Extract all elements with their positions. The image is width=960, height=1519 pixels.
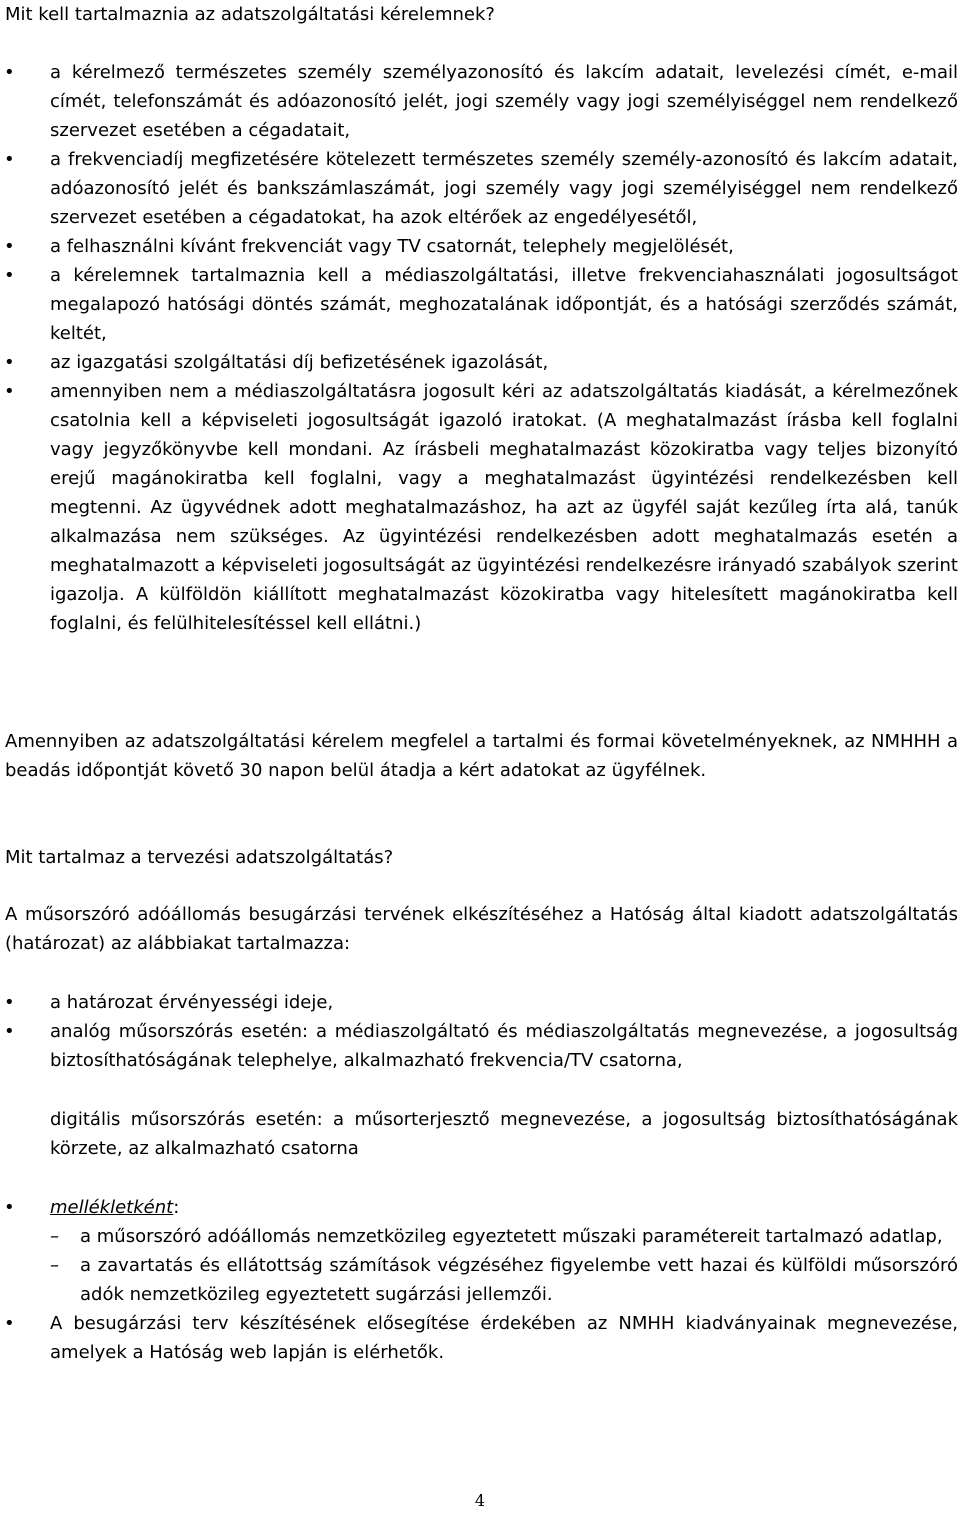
request-contents-list (0, 58, 958, 638)
attachments-colon: : (173, 1197, 180, 1218)
list-item: • analóg műsorszórás esetén: a médiaszolgáltató és médiaszolgáltatás megnevezése, a jogosultság biztosíthatóságának telephelye, alkalmazható frekvencia/TV csatorna, (0, 1017, 958, 1075)
list-item: • az igazgatási szolgáltatási díj befizetésének igazolását, (0, 348, 958, 377)
attachment-item: – a műsorszóró adóállomás nemzetközileg egyeztetett műszaki paramétereit tartalmazó adatlap, (50, 1222, 958, 1251)
section-heading-request-contents: Mit kell tartalmaznia az adatszolgáltatási kérelemnek? (5, 4, 495, 25)
attachments-label: mellékletként (50, 1197, 174, 1218)
list-item: • A besugárzási terv készítésének elősegítése érdekében az NMHH kiadványainak megnevezése, amelyek a Hatóság web lapján is elérhetők. (0, 1309, 958, 1367)
paragraph-fulfilment: Amennyiben az adatszolgáltatási kérelem megfelel a tartalmi és formai követelményeknek, az NMHHH a beadás időpontját követő 30 napon belül átadja a kért adatokat az ügyfélnek. (5, 731, 958, 781)
list-item-attachments (0, 1193, 958, 1309)
list-item: • a határozat érvényességi ideje, (0, 988, 958, 1017)
list-item: • amennyiben nem a médiaszolgáltatásra jogosult kéri az adatszolgáltatás kiadását, a kérelmezőnek csatolnia kell a képviseleti jogosultságát igazoló iratokat. (A meghatalmazást írásba kell foglalni vagy jegyzőkönyvbe kell mondani. Az írásbeli meghatalmazást közokiratba vagy teljes bizonyító erejű magánokiratba kell foglalni, vagy a meghatalmazást ügyintézési rendelkezésben kell megtenni. Az ügyvédnek adott meghatalmazáshoz, ha azt az ügyfél saját kezűleg írta alá, tanúk alkalmazása nem szükséges. Az ügyintézési rendelkezésben adott meghatalmazás esetén a meghatalmazott a képviseleti jogosultságát az ügyintézési rendelkezésre irányadó szabályok szerint igazolja. A külföldön kiállított meghatalmazást közokiratba vagy hitelesített magánokiratba kell foglalni, és felülhitelesítéssel kell ellátni.) (0, 377, 958, 638)
digital-broadcast-paragraph: digitális műsorszórás esetén: a műsorterjesztő megnevezése, a jogosultság biztosíthatóságának körzete, az alkalmazható csatorna (50, 1109, 958, 1159)
list-item: • a felhasználni kívánt frekvenciát vagy TV csatornát, telephely megjelölését, (0, 232, 958, 261)
section-heading-planning-data: Mit tartalmaz a tervezési adatszolgáltatás? (5, 847, 394, 868)
attachment-item: – a zavartatás és ellátottság számítások végzéséhez figyelembe vett hazai és külföldi műsorszóró adók nemzetközileg egyeztetett sugárzási jellemzői. (50, 1251, 958, 1309)
list-item: • a kérelemnek tartalmaznia kell a médiaszolgáltatási, illetve frekvenciahasználati jogosultságot megalapozó hatósági döntés számát, meghozatalának időpontját, és a hatósági szerződés számát, keltét, (0, 261, 958, 348)
list-item: • a frekvenciadíj megfizetésére kötelezett természetes személy személy-azonosító és lakcím adatait, adóazonosító jelét és bankszámlaszámát, jogi személy vagy jogi személyiséggel nem rendelkező szervezet esetében a cégadatokat, ha azok eltérőek az engedélyesétől, (0, 145, 958, 232)
planning-contents-list (0, 988, 958, 1075)
list-item: • a kérelmező természetes személy személyazonosító és lakcím adatait, levelezési címét, e-mail címét, telefonszámát és adóazonosító jelét, jogi személy vagy jogi személyiséggel nem rendelkező szervezet esetében a cégadatait, (0, 58, 958, 145)
attachments-list (0, 1193, 958, 1367)
paragraph-planning-intro: A műsorszóró adóállomás besugárzási tervének elkészítéséhez a Hatóság által kiadott adatszolgáltatás (határozat) az alábbiakat tartalmazza: (5, 904, 958, 954)
page-number: 4 (474, 1491, 486, 1510)
